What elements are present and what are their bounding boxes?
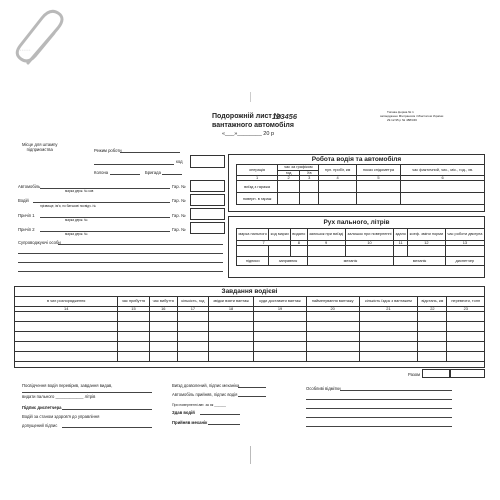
task-h: відстань, км xyxy=(418,297,447,307)
task-h: кількість їздок з вантажем xyxy=(359,297,418,307)
fuel-cell[interactable] xyxy=(408,246,446,257)
work-h-op: операція xyxy=(237,165,278,176)
task-table xyxy=(14,296,485,362)
task-cell[interactable] xyxy=(15,342,118,352)
paper-clip-icon xyxy=(8,8,78,78)
work-h-speed: показ спідометра xyxy=(356,165,401,176)
total-box-1[interactable] xyxy=(422,369,450,378)
work-h-sched: час за графіком xyxy=(278,165,319,171)
work-h-hour: год xyxy=(278,171,300,176)
task-cell[interactable] xyxy=(15,352,118,362)
task-num: 17 xyxy=(178,307,209,312)
driver-sub: прізвище, ім'я, по батькові посвідч. № xyxy=(40,204,96,208)
code-label: код xyxy=(176,159,183,164)
work-cell[interactable] xyxy=(356,181,401,193)
task-num: 22 xyxy=(418,307,447,312)
task-num: 15 xyxy=(118,307,149,312)
fuel-h: час роботи двигуна xyxy=(445,229,484,241)
task-h: куди доставити вантаж xyxy=(254,297,306,307)
fuel-h: здано xyxy=(394,229,408,241)
work-cell[interactable] xyxy=(278,193,300,205)
task-num: 19 xyxy=(254,307,306,312)
car-label: Автомобіль xyxy=(18,184,41,189)
work-h-min: Хв xyxy=(300,171,319,176)
trailer1-box[interactable] xyxy=(190,208,225,220)
fuel-cell[interactable] xyxy=(394,246,408,257)
fuel-sign: механік xyxy=(394,257,445,266)
footer-l4: Водій за станом здоров'я до управління xyxy=(22,414,100,419)
footer-l2: видати пального ____________ літрів xyxy=(22,394,96,399)
fuel-cell[interactable] xyxy=(445,246,484,257)
task-num: 14 xyxy=(15,307,118,312)
work-num: 5 xyxy=(356,176,401,181)
footer-l5: допущений підпис xyxy=(22,423,58,428)
work-title: Робота водія та автомобіля xyxy=(311,156,402,163)
form-subtitle: вантажного автомобіля xyxy=(212,122,294,129)
fuel-num: 11 xyxy=(394,241,408,246)
work-num: 3 xyxy=(300,176,319,181)
fuel-num: 10 xyxy=(345,241,394,246)
work-cell[interactable] xyxy=(300,181,319,193)
footer-m4: Здав водій xyxy=(172,410,195,415)
trailer2-label: Причіп 2 xyxy=(18,227,35,232)
fuel-sign-label: підписи xyxy=(237,257,269,266)
work-num: 1 xyxy=(237,176,278,181)
task-h: найменування вантажу xyxy=(306,297,359,307)
escort-label: Супроводжуючі особи xyxy=(18,240,61,245)
footer-m1: Виїзд дозволений, підпис механіка xyxy=(172,383,240,388)
fuel-cell[interactable] xyxy=(237,246,269,257)
trailer2-sub: марка держ. № xyxy=(65,232,88,236)
work-cell[interactable] xyxy=(356,193,401,205)
fuel-h: марка пального xyxy=(237,229,269,241)
fuel-h: залишок при виїзді xyxy=(307,229,345,241)
footer-l3: Підпис диспетчера xyxy=(22,405,62,410)
fuel-h: код марки xyxy=(269,229,291,241)
work-h-fact: час фактичний, чис., міс., год., хв. xyxy=(401,165,485,176)
task-h: перевезти, тонн xyxy=(447,297,485,307)
work-cell[interactable] xyxy=(319,193,356,205)
work-row-in: поверн. в гараж xyxy=(237,193,278,205)
date-line: «___»________ 20 р xyxy=(222,131,274,137)
task-num: 18 xyxy=(208,307,254,312)
fuel-h: видано xyxy=(291,229,307,241)
fuel-num: 7 xyxy=(237,241,291,246)
fuel-h: залишок при поверненні xyxy=(345,229,394,241)
fuel-sign: механік xyxy=(307,257,394,266)
trailer1-gar: Гар. № xyxy=(172,213,186,218)
fuel-cell[interactable] xyxy=(269,246,291,257)
footer-m3: При поверненні авт. за як ______ xyxy=(172,403,226,407)
form-title: Подорожній лист № xyxy=(212,113,282,120)
driver-gar: Гар. № xyxy=(172,198,186,203)
footer-m2: Автомобіль прийняв, підпис водія xyxy=(172,392,238,397)
fuel-cell[interactable] xyxy=(291,246,307,257)
trailer1-sub: марка держ. № xyxy=(65,218,88,222)
trailer1-label: Причіп 1 xyxy=(18,213,35,218)
column-label: Колона xyxy=(94,170,109,175)
work-cell[interactable] xyxy=(319,181,356,193)
work-num: 4 xyxy=(319,176,356,181)
fuel-num: 12 xyxy=(408,241,446,246)
task-cell[interactable] xyxy=(15,312,118,322)
work-h-zero: нул. пробіг, км xyxy=(319,165,356,176)
fuel-sign: заправник xyxy=(269,257,307,266)
fuel-num: 9 xyxy=(307,241,345,246)
work-cell[interactable] xyxy=(401,193,485,205)
work-num: 2 xyxy=(278,176,300,181)
form-note-3: 29.12.95 р № 488/346 xyxy=(387,118,417,122)
fuel-title: Рух пального, літрів xyxy=(323,219,390,226)
task-title: Завдання водієві xyxy=(221,288,278,295)
mode-label: Режим роботи xyxy=(94,148,122,153)
work-cell[interactable] xyxy=(278,181,300,193)
task-cell[interactable] xyxy=(15,322,118,332)
work-row-out: виїзд з гаража xyxy=(237,181,278,193)
code-box[interactable] xyxy=(190,155,225,168)
trailer2-gar: Гар. № xyxy=(172,227,186,232)
fuel-num: 13 xyxy=(445,241,484,246)
form-note-2: затверджено Мінтрансом і Мінстатом України xyxy=(380,114,444,118)
task-h: звідки взяти вантаж xyxy=(208,297,254,307)
trailer2-box[interactable] xyxy=(190,222,225,234)
total-label: Разом xyxy=(408,372,421,377)
car-box[interactable] xyxy=(190,180,225,192)
footer-l1: Посвідчення водія перевірив, завдання видав, xyxy=(22,383,113,388)
total-box-2[interactable] xyxy=(450,369,485,378)
form-number: 123456 xyxy=(272,112,298,121)
task-num: 23 xyxy=(447,307,485,312)
fuel-sign: диспетчер xyxy=(445,257,484,266)
fuel-h: коеф. зміни норми xyxy=(408,229,446,241)
fuel-table xyxy=(236,228,485,266)
work-cell[interactable] xyxy=(401,181,485,193)
task-num: 16 xyxy=(149,307,178,312)
work-cell[interactable] xyxy=(300,193,319,205)
work-num: 6 xyxy=(401,176,485,181)
task-num: 21 xyxy=(359,307,418,312)
fuel-cell[interactable] xyxy=(345,246,394,257)
task-num: 20 xyxy=(306,307,359,312)
brigade-label: Бригада xyxy=(145,170,161,175)
task-h: в чиє розпорядження xyxy=(15,297,118,307)
task-cell[interactable] xyxy=(15,332,118,342)
car-gar: Гар. № xyxy=(172,184,186,189)
driver-box[interactable] xyxy=(190,194,225,206)
stamp-place: Місце для штампу підприємства xyxy=(22,142,58,152)
driver-label: Водій xyxy=(18,198,29,203)
fuel-num: 8 xyxy=(291,241,307,246)
car-sub: марка держ. № ков xyxy=(65,189,94,193)
task-h: час вибуття xyxy=(149,297,178,307)
footer-m5: Прийняв механік xyxy=(172,420,208,425)
fuel-cell[interactable] xyxy=(307,246,345,257)
watermark: • • • • • • • xyxy=(18,48,31,52)
task-h: кількість, год xyxy=(178,297,209,307)
work-table xyxy=(236,164,485,205)
task-h: час прибуття xyxy=(118,297,149,307)
footer-r1: Особливі відмітки xyxy=(306,386,341,391)
form-note-1: Типова форма № 1 xyxy=(387,110,414,114)
